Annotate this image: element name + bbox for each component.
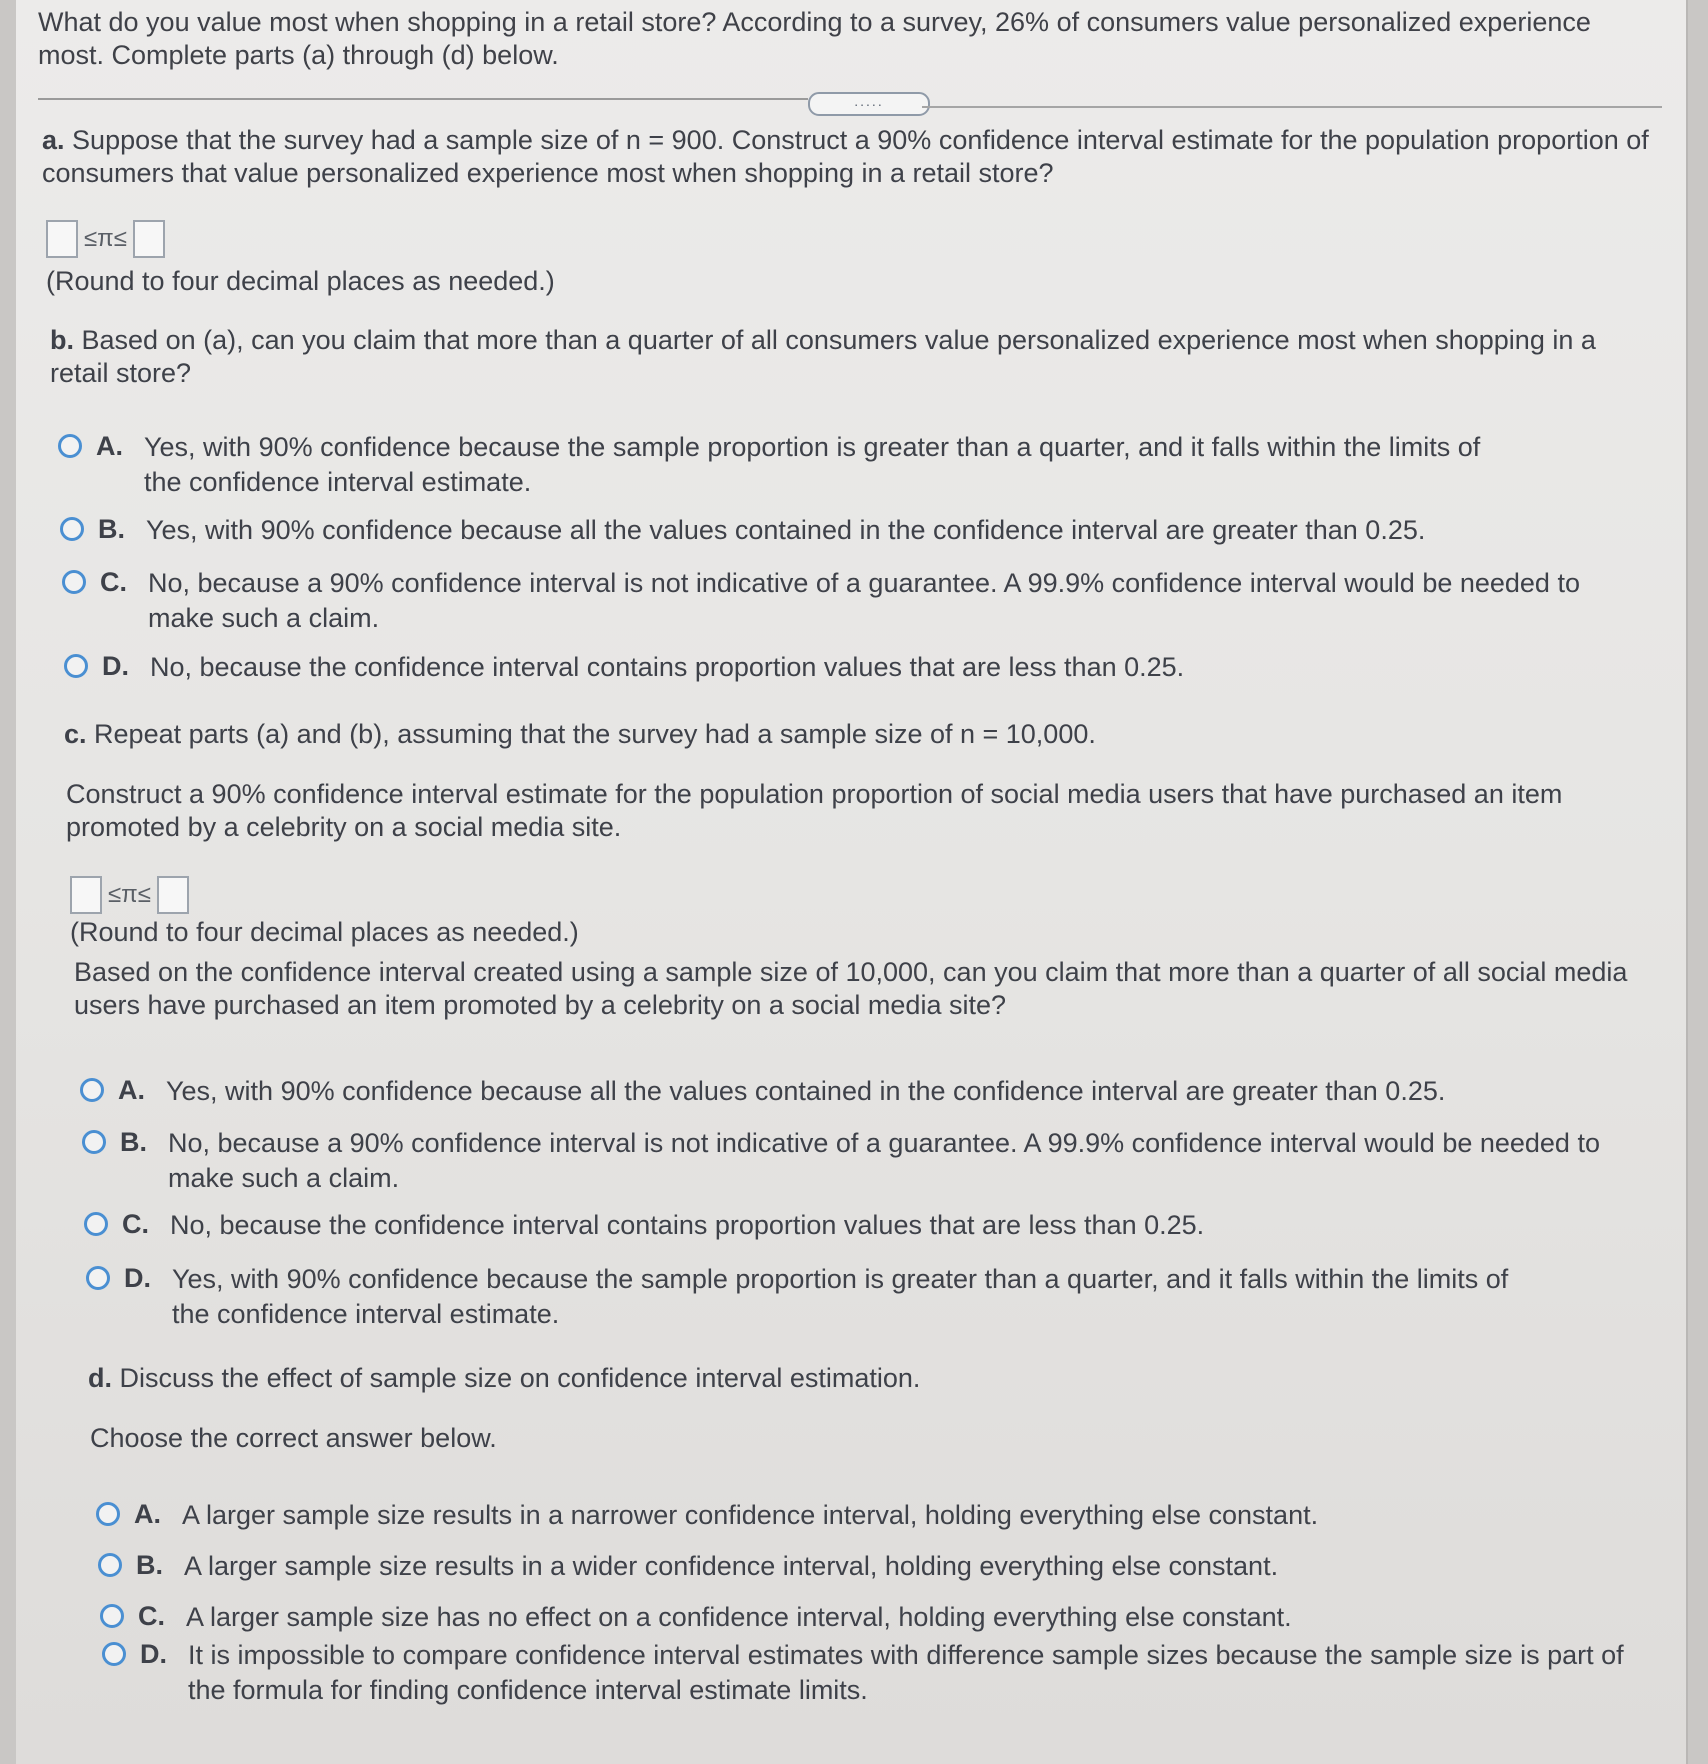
part-a-label: a. (42, 125, 65, 155)
option-b-a[interactable] (58, 430, 1618, 500)
option-text: Yes, with 90% confidence because the sample proportion is greater than a quarter, and it falls within the limits of the confidence interval estimate. (172, 1264, 1509, 1329)
radio-button[interactable] (62, 570, 86, 594)
option-letter: A. (134, 1499, 161, 1529)
inequality-symbol: ≤π≤ (84, 225, 127, 252)
option-letter: D. (140, 1639, 167, 1669)
radio-button[interactable] (58, 434, 82, 458)
part-d-question-text: Discuss the effect of sample size on confidence interval estimation. (119, 1363, 921, 1393)
part-c-question-text: Repeat parts (a) and (b), assuming that the survey had a sample size of n = 10,000. (94, 719, 1096, 749)
part-c-label: c. (64, 719, 87, 749)
option-c-c[interactable] (84, 1208, 1644, 1243)
radio-button[interactable] (86, 1266, 110, 1290)
radio-button[interactable] (102, 1642, 126, 1666)
part-d-question (88, 1362, 1648, 1395)
option-letter: B. (98, 514, 125, 544)
option-text: A larger sample size results in a wider confidence interval, holding everything else constant. (184, 1551, 1279, 1581)
option-text: No, because the confidence interval contains proportion values that are less than 0.25. (170, 1210, 1205, 1240)
option-letter: B. (136, 1550, 163, 1580)
option-c-b[interactable] (82, 1126, 1642, 1196)
radio-button[interactable] (98, 1553, 122, 1577)
option-text: Yes, with 90% confidence because all the values contained in the confidence interval are greater than 0.25. (146, 515, 1426, 545)
option-text: No, because a 90% confidence interval is not indicative of a guarantee. A 99.9% confidence interval would be needed to make such a claim. (168, 1128, 1600, 1193)
part-c-construct-text: Construct a 90% confidence interval estimate for the population proportion of social media users that have purchased an item promoted by a celebrity on a social media site. (66, 779, 1563, 842)
option-letter: B. (120, 1127, 147, 1157)
option-b-d[interactable] (64, 650, 1624, 685)
question-intro: What do you value most when shopping in a retail store? According to a survey, 26% of consumers value personalized experience most. Complete parts (a) through (d) below. (38, 7, 1591, 70)
part-c-interval-inputs (70, 874, 189, 916)
upper-bound-input[interactable] (133, 220, 165, 258)
option-text: No, because a 90% confidence interval is not indicative of a guarantee. A 99.9% confidence interval would be needed to make such a claim. (148, 568, 1580, 633)
option-letter: C. (138, 1601, 165, 1631)
option-letter: C. (122, 1209, 149, 1239)
inequality-symbol: ≤π≤ (108, 881, 151, 908)
option-c-d[interactable] (86, 1262, 1646, 1332)
rounding-note: (Round to four decimal places as needed.) (46, 266, 555, 296)
radio-button[interactable] (96, 1502, 120, 1526)
part-a-question (42, 124, 1652, 190)
radio-button[interactable] (84, 1212, 108, 1236)
option-d-d[interactable] (102, 1638, 1662, 1708)
radio-button[interactable] (82, 1130, 106, 1154)
radio-button[interactable] (64, 654, 88, 678)
part-a-interval-inputs (46, 218, 165, 260)
part-c-claim-question: Based on the confidence interval created using a sample size of 10,000, can you claim that more than a quarter of all social media users have purchased an item promoted by a celebrity on a social media site? (74, 957, 1628, 1020)
option-text: It is impossible to compare confidence interval estimates with difference sample sizes because the sample size is part of the formula for finding confidence interval estimate limits. (188, 1640, 1624, 1705)
option-text: A larger sample size has no effect on a confidence interval, holding everything else constant. (186, 1602, 1292, 1632)
option-letter: D. (102, 651, 129, 681)
part-c-question (64, 718, 1664, 751)
radio-button[interactable] (80, 1078, 104, 1102)
option-letter: A. (96, 431, 123, 461)
question-page (16, 0, 1688, 1764)
option-d-b[interactable] (98, 1549, 1658, 1584)
part-d-prompt: Choose the correct answer below. (90, 1423, 497, 1453)
option-letter: A. (118, 1075, 145, 1105)
option-letter: D. (124, 1263, 151, 1293)
divider (38, 98, 808, 100)
part-b-question (50, 324, 1660, 390)
option-text: Yes, with 90% confidence because the sample proportion is greater than a quarter, and it falls within the limits of the confidence interval estimate. (144, 432, 1481, 497)
option-letter: C. (100, 567, 127, 597)
radio-button[interactable] (100, 1604, 124, 1628)
option-b-c[interactable] (62, 566, 1622, 636)
option-b-b[interactable] (60, 513, 1620, 548)
radio-button[interactable] (60, 517, 84, 541)
part-a-question-text: Suppose that the survey had a sample size of n = 900. Construct a 90% confidence interval estimate for the population proportion of consumers that value personalized experience most when shopping in a retail store? (42, 125, 1649, 188)
part-d-label: d. (88, 1363, 112, 1393)
upper-bound-input[interactable] (157, 876, 189, 914)
option-d-a[interactable] (96, 1498, 1656, 1533)
lower-bound-input[interactable] (46, 220, 78, 258)
option-text: No, because the confidence interval contains proportion values that are less than 0.25. (150, 652, 1185, 682)
part-b-label: b. (50, 325, 74, 355)
part-b-question-text: Based on (a), can you claim that more than a quarter of all consumers value personalized experience most when shopping in a retail store? (50, 325, 1596, 388)
divider (922, 106, 1662, 108)
rounding-note: (Round to four decimal places as needed.) (70, 917, 579, 947)
option-text: A larger sample size results in a narrower confidence interval, holding everything else constant. (182, 1500, 1319, 1530)
option-d-c[interactable] (100, 1600, 1660, 1635)
expand-button[interactable]: ..... (808, 92, 930, 116)
option-text: Yes, with 90% confidence because all the values contained in the confidence interval are greater than 0.25. (166, 1076, 1446, 1106)
option-c-a[interactable] (80, 1074, 1640, 1109)
lower-bound-input[interactable] (70, 876, 102, 914)
